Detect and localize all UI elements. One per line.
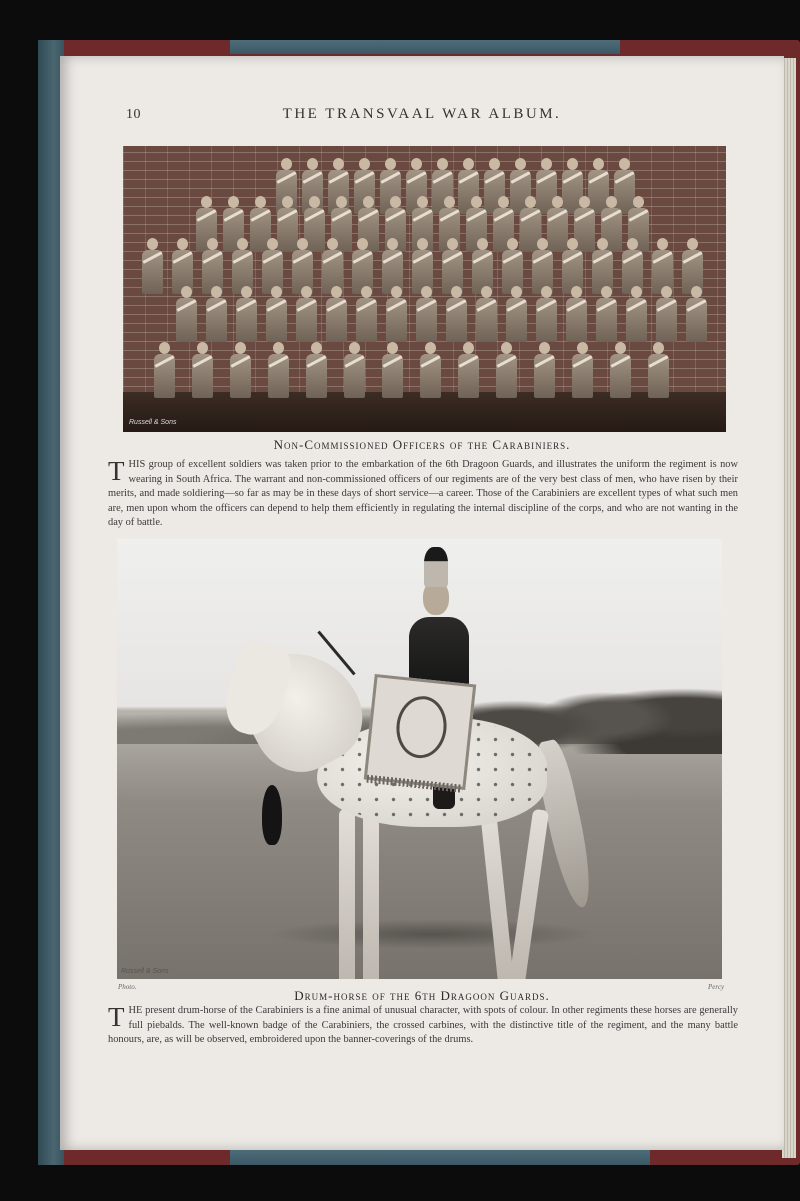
- soldier-figure: [227, 342, 253, 400]
- soldier-figure: [645, 342, 671, 400]
- tassel: [262, 785, 282, 845]
- running-head: THE TRANSVAAL WAR ALBUM.: [282, 106, 562, 122]
- dropcap: T: [108, 456, 125, 486]
- paragraph-1: [108, 458, 738, 531]
- paragraph-2-text: HE present drum-horse of the Carabiniers is a fine animal of unusual character, with spots of colour. In other regiments these horses are generally full piebalds. The well-known badge of the Carabiniers, the crossed carbines, with the distinctive title of the regiment, and the many battle honours, are, as will be observed, embroidered upon the banner-coverings of the drums.: [108, 1005, 738, 1046]
- soldier-figure: [265, 342, 291, 400]
- soldier-figure: [203, 286, 229, 344]
- horse-shadow: [267, 919, 597, 949]
- book-cover-band-bottom: [230, 1150, 650, 1165]
- page-number: 10: [126, 107, 141, 122]
- soldier-figure: [293, 286, 319, 344]
- soldier-figure: [533, 286, 559, 344]
- book-page: [60, 56, 784, 1150]
- group-photo: [123, 146, 726, 432]
- soldier-figure: [263, 286, 289, 344]
- soldier-figure: [593, 286, 619, 344]
- soldier-figure: [607, 342, 633, 400]
- paragraph-1-text: HIS group of excellent soldiers was taken prior to the embarkation of the 6th Dragoon Guards, and illustrates the uniform the regiment is now wearing in South Africa. The warrant and non-commissioned officers of our regiments are of the very best class of men, who have risen by their merits, and made soldiering—so far as may be in these days of short service—a career. Those of the Carabiniers are excellent types of what such men are, men upon whom the officers can depend to help them efficiently in regulating the internal discipline of the corps, and who are not wanting in the day of battle.: [108, 459, 738, 529]
- dropcap: T: [108, 1002, 125, 1032]
- soldier-figure: [341, 342, 367, 400]
- soldier-figure: [683, 286, 709, 344]
- book-cover-band-top: [230, 40, 620, 54]
- soldier-figure: [455, 342, 481, 400]
- figure2-caption: [60, 988, 784, 1004]
- soldier-figure: [563, 286, 589, 344]
- soldier-figure: [417, 342, 443, 400]
- page-edges: [782, 58, 796, 1158]
- photo-label-left: Photo.: [118, 983, 137, 991]
- figure1-caption: [60, 437, 784, 453]
- horse-leg: [363, 809, 379, 979]
- soldier-figure: [413, 286, 439, 344]
- soldier-figure: [503, 286, 529, 344]
- soldier-figure: [151, 342, 177, 400]
- crest-emblem: [393, 694, 449, 761]
- soldier-figure: [473, 286, 499, 344]
- soldier-figure: [189, 342, 215, 400]
- soldier-figure: [623, 286, 649, 344]
- photo-credit: Russell & Sons: [129, 419, 177, 426]
- soldier-figure: [173, 286, 199, 344]
- rider-helmet: [424, 547, 448, 587]
- figure1-caption-text: Non-Commissioned Officers of the Carabiniers.: [273, 437, 571, 452]
- horse-leg: [339, 809, 355, 979]
- drum-banner: [364, 674, 477, 790]
- soldier-figure: [443, 286, 469, 344]
- soldier-figure: [139, 238, 165, 296]
- photo-credit: Russell & Sons: [121, 968, 169, 975]
- photo-label-right: Percy: [708, 983, 725, 991]
- horse-leg: [509, 809, 549, 979]
- soldier-figure: [493, 342, 519, 400]
- soldier-figure: [353, 286, 379, 344]
- soldier-figure: [653, 286, 679, 344]
- soldier-figure: [323, 286, 349, 344]
- soldier-figure: [303, 342, 329, 400]
- figure2-caption-text: Drum-horse of the 6th Dragoon Guards.: [294, 988, 550, 1003]
- soldier-figure: [379, 342, 405, 400]
- drum-horse-photo: [117, 539, 722, 979]
- soldier-figure: [531, 342, 557, 400]
- paragraph-2: [108, 1004, 738, 1048]
- soldier-figure: [569, 342, 595, 400]
- soldier-figure: [383, 286, 409, 344]
- soldier-figure: [233, 286, 259, 344]
- horse-leg: [480, 809, 514, 979]
